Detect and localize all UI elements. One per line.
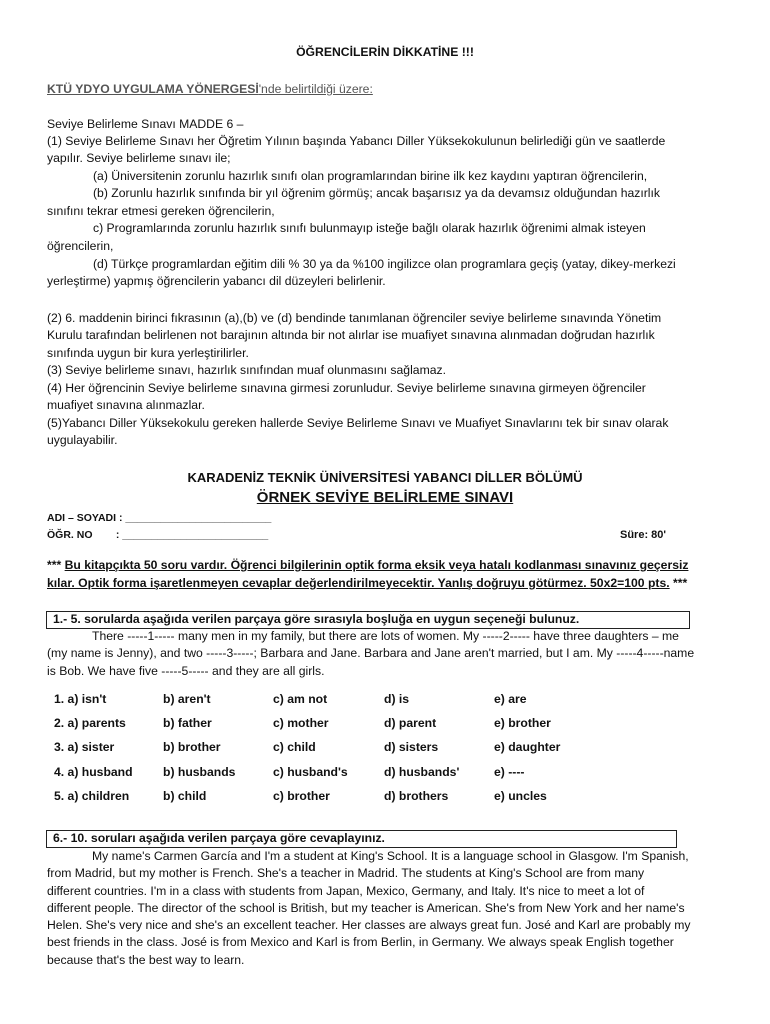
answer-option[interactable]: 5. a) children xyxy=(54,789,130,803)
answer-option[interactable]: e) brother xyxy=(494,716,551,730)
answer-option[interactable]: d) sisters xyxy=(384,740,439,754)
clause-line: sınıfında uygun bir kura yerleştirilirler. xyxy=(47,346,249,360)
exam-notice-line1 xyxy=(47,557,688,574)
regulation-name: KTÜ YDYO UYGULAMA YÖNERGESİ xyxy=(47,82,259,96)
answer-option[interactable]: b) brother xyxy=(163,740,221,754)
notice-text-2: kılar. Optik forma işaretlenmeyen cevaplar değerlendirilmeyecektir. Yanlış doğruyu götürmez. 50x2=100 pts. xyxy=(47,576,670,590)
answer-option[interactable]: c) child xyxy=(273,740,316,754)
notice-suffix: *** xyxy=(669,576,688,590)
answer-option[interactable]: e) ---- xyxy=(494,765,525,779)
exam-notice-line2 xyxy=(47,575,687,592)
answer-option[interactable]: 4. a) husband xyxy=(54,765,133,779)
answer-option[interactable]: c) brother xyxy=(273,789,330,803)
article-line: sınıfını tekrar etmesi gereken öğrencilerin, xyxy=(47,204,275,218)
passage-line: best friends in the class. José is from Mexico and Karl is from Berlin, in Germany. We always speak English together xyxy=(47,935,674,950)
regulation-reference xyxy=(47,81,373,98)
answer-option[interactable]: d) is xyxy=(384,692,410,706)
answer-option[interactable]: d) husbands' xyxy=(384,765,460,779)
passage-line: different countries. I'm in a class with students from Japan, Mexico, Germany, and Italy. It's nice to meet a lot of xyxy=(47,883,645,898)
answer-option[interactable]: e) are xyxy=(494,692,527,706)
clause-line: (3) Seviye belirleme sınavı, hazırlık sınıfından muaf olunmasını sağlamaz. xyxy=(47,363,446,377)
answer-option[interactable]: b) husbands xyxy=(163,765,236,779)
article-line: (a) Üniversitenin zorunlu hazırlık sınıfı olan programlarından birine ilk kez kaydını yaptıran öğrencilerin, xyxy=(93,169,648,183)
article-line: yerleştirme) yapmış öğrencilerin yabancı dil düzeyleri belirlenir. xyxy=(47,274,386,288)
article-line: öğrencilerin, xyxy=(47,239,114,253)
answer-option[interactable]: e) uncles xyxy=(494,789,547,803)
clause-line: muafiyet sınavına alınmazlar. xyxy=(47,398,205,412)
notice-text-1: Bu kitapçıkta 50 soru vardır. Öğrenci bilgilerinin optik forma eksik veya hatalı kodlanması sınavınız geçersiz xyxy=(64,558,689,572)
answer-option[interactable]: b) aren't xyxy=(163,692,211,706)
passage-line: from Madrid, but my mother is French. She's a teacher in Madrid. The students at King's School are from many xyxy=(47,866,645,881)
clause-line: (4) Her öğrencinin Seviye belirleme sınavına girmesi zorunludur. Seviye belirleme sınavına girmeyen öğrenciler xyxy=(47,381,646,395)
clause-line: uygulayabilir. xyxy=(47,433,118,447)
answer-option[interactable]: d) brothers xyxy=(384,789,449,803)
answer-option[interactable]: c) husband's xyxy=(273,765,348,779)
clause-line: Kurulu tarafından belirlenen not barajının altında bir not alırlar ise muafiyet sınavına alınmadan doğrudan hazırlık xyxy=(47,328,655,342)
section2-instruction: 6.- 10. soruları aşağıda verilen parçaya göre cevaplayınız. xyxy=(53,831,385,845)
notice-title: ÖĞRENCİLERİN DİKKATİNE !!! xyxy=(296,45,474,59)
article-line: (1) Seviye Belirleme Sınavı her Öğretim Yılının başında Yabancı Diller Yüksekokulunun belirlediği gün ve saatlerde xyxy=(47,134,666,148)
regulation-suffix: 'nde belirtildiği üzere: xyxy=(258,82,373,96)
name-field[interactable]: ADI – SOYADI : _________________________ xyxy=(47,512,272,524)
answer-option[interactable]: b) father xyxy=(163,716,212,730)
answer-option[interactable]: 1. a) isn't xyxy=(54,692,107,706)
article-line: (b) Zorunlu hazırlık sınıfında bir yıl öğrenim görmüş; ancak başarısız ya da devamsız olduğundan hazırlık xyxy=(93,186,660,200)
clause-line: (2) 6. maddenin birinci fıkrasının (a),(b) ve (d) bendinde tanımlanan öğrenciler seviye belirleme sınavında Yönetim xyxy=(47,311,662,325)
passage-line: different people. The director of the school is British, but my teacher is American. She's from New York and her name's xyxy=(47,900,685,915)
passage-line: is Bob. We have five -----5----- and they are all girls. xyxy=(47,663,325,678)
answer-option[interactable]: 2. a) parents xyxy=(54,716,126,730)
article-heading: Seviye Belirleme Sınavı MADDE 6 – xyxy=(47,117,244,131)
article-line: yapılır. Seviye belirleme sınavı ile; xyxy=(47,151,231,165)
passage-line: My name's Carmen García and I'm a student at King's School. It is a language school in Glasgow. I'm Spanish, xyxy=(92,849,689,863)
section2-passage xyxy=(47,848,723,969)
answer-option[interactable]: e) daughter xyxy=(494,740,561,754)
university-title: KARADENİZ TEKNİK ÜNİVERSİTESİ YABANCI DİLLER BÖLÜMÜ xyxy=(187,470,583,485)
section1-passage xyxy=(47,628,723,680)
answer-option[interactable]: c) mother xyxy=(273,716,329,730)
student-number-field[interactable]: ÖĞR. NO : _________________________ xyxy=(47,529,269,541)
answer-option[interactable]: d) parent xyxy=(384,716,437,730)
passage-line: Helen. She's very nice and she's an excellent teacher. Her classes are always great fun. José and Karl are probably my xyxy=(47,918,691,933)
answer-option[interactable]: 3. a) sister xyxy=(54,740,115,754)
passage-line: There -----1----- many men in my family, but there are lots of women. My -----2----- have three daughters – me xyxy=(92,629,679,643)
article-line: c) Programlarında zorunlu hazırlık sınıfı bulunmayıp isteğe bağlı olarak hazırlık öğrenimi almak isteyen xyxy=(93,221,646,235)
notice-prefix: *** xyxy=(47,558,65,572)
exam-title: ÖRNEK SEVİYE BELİRLEME SINAVI xyxy=(256,489,514,506)
exam-duration: Süre: 80' xyxy=(620,529,667,541)
article-line: (d) Türkçe programlardan eğitim dili % 30 ya da %100 ingilizce olan programlara geçiş (yatay, dikey-merkezi xyxy=(93,257,676,271)
clause-line: (5)Yabancı Diller Yüksekokulu gereken hallerde Seviye Belirleme Sınavı ve Muafiyet Sınavlarını tek bir sınav olarak xyxy=(47,416,669,430)
answer-option[interactable]: b) child xyxy=(163,789,207,803)
answer-option[interactable]: c) am not xyxy=(273,692,328,706)
passage-line: (my name is Jenny), and two -----3-----; Barbara and Jane. Barbara and Jane aren't married, but I am. My -----4-----name xyxy=(47,646,695,661)
passage-line: because that's the best way to learn. xyxy=(47,952,245,967)
section1-instruction: 1.- 5. sorularda aşağıda verilen parçaya göre sırasıyla boşluğa en uygun seçeneği bulunuz. xyxy=(53,612,580,626)
